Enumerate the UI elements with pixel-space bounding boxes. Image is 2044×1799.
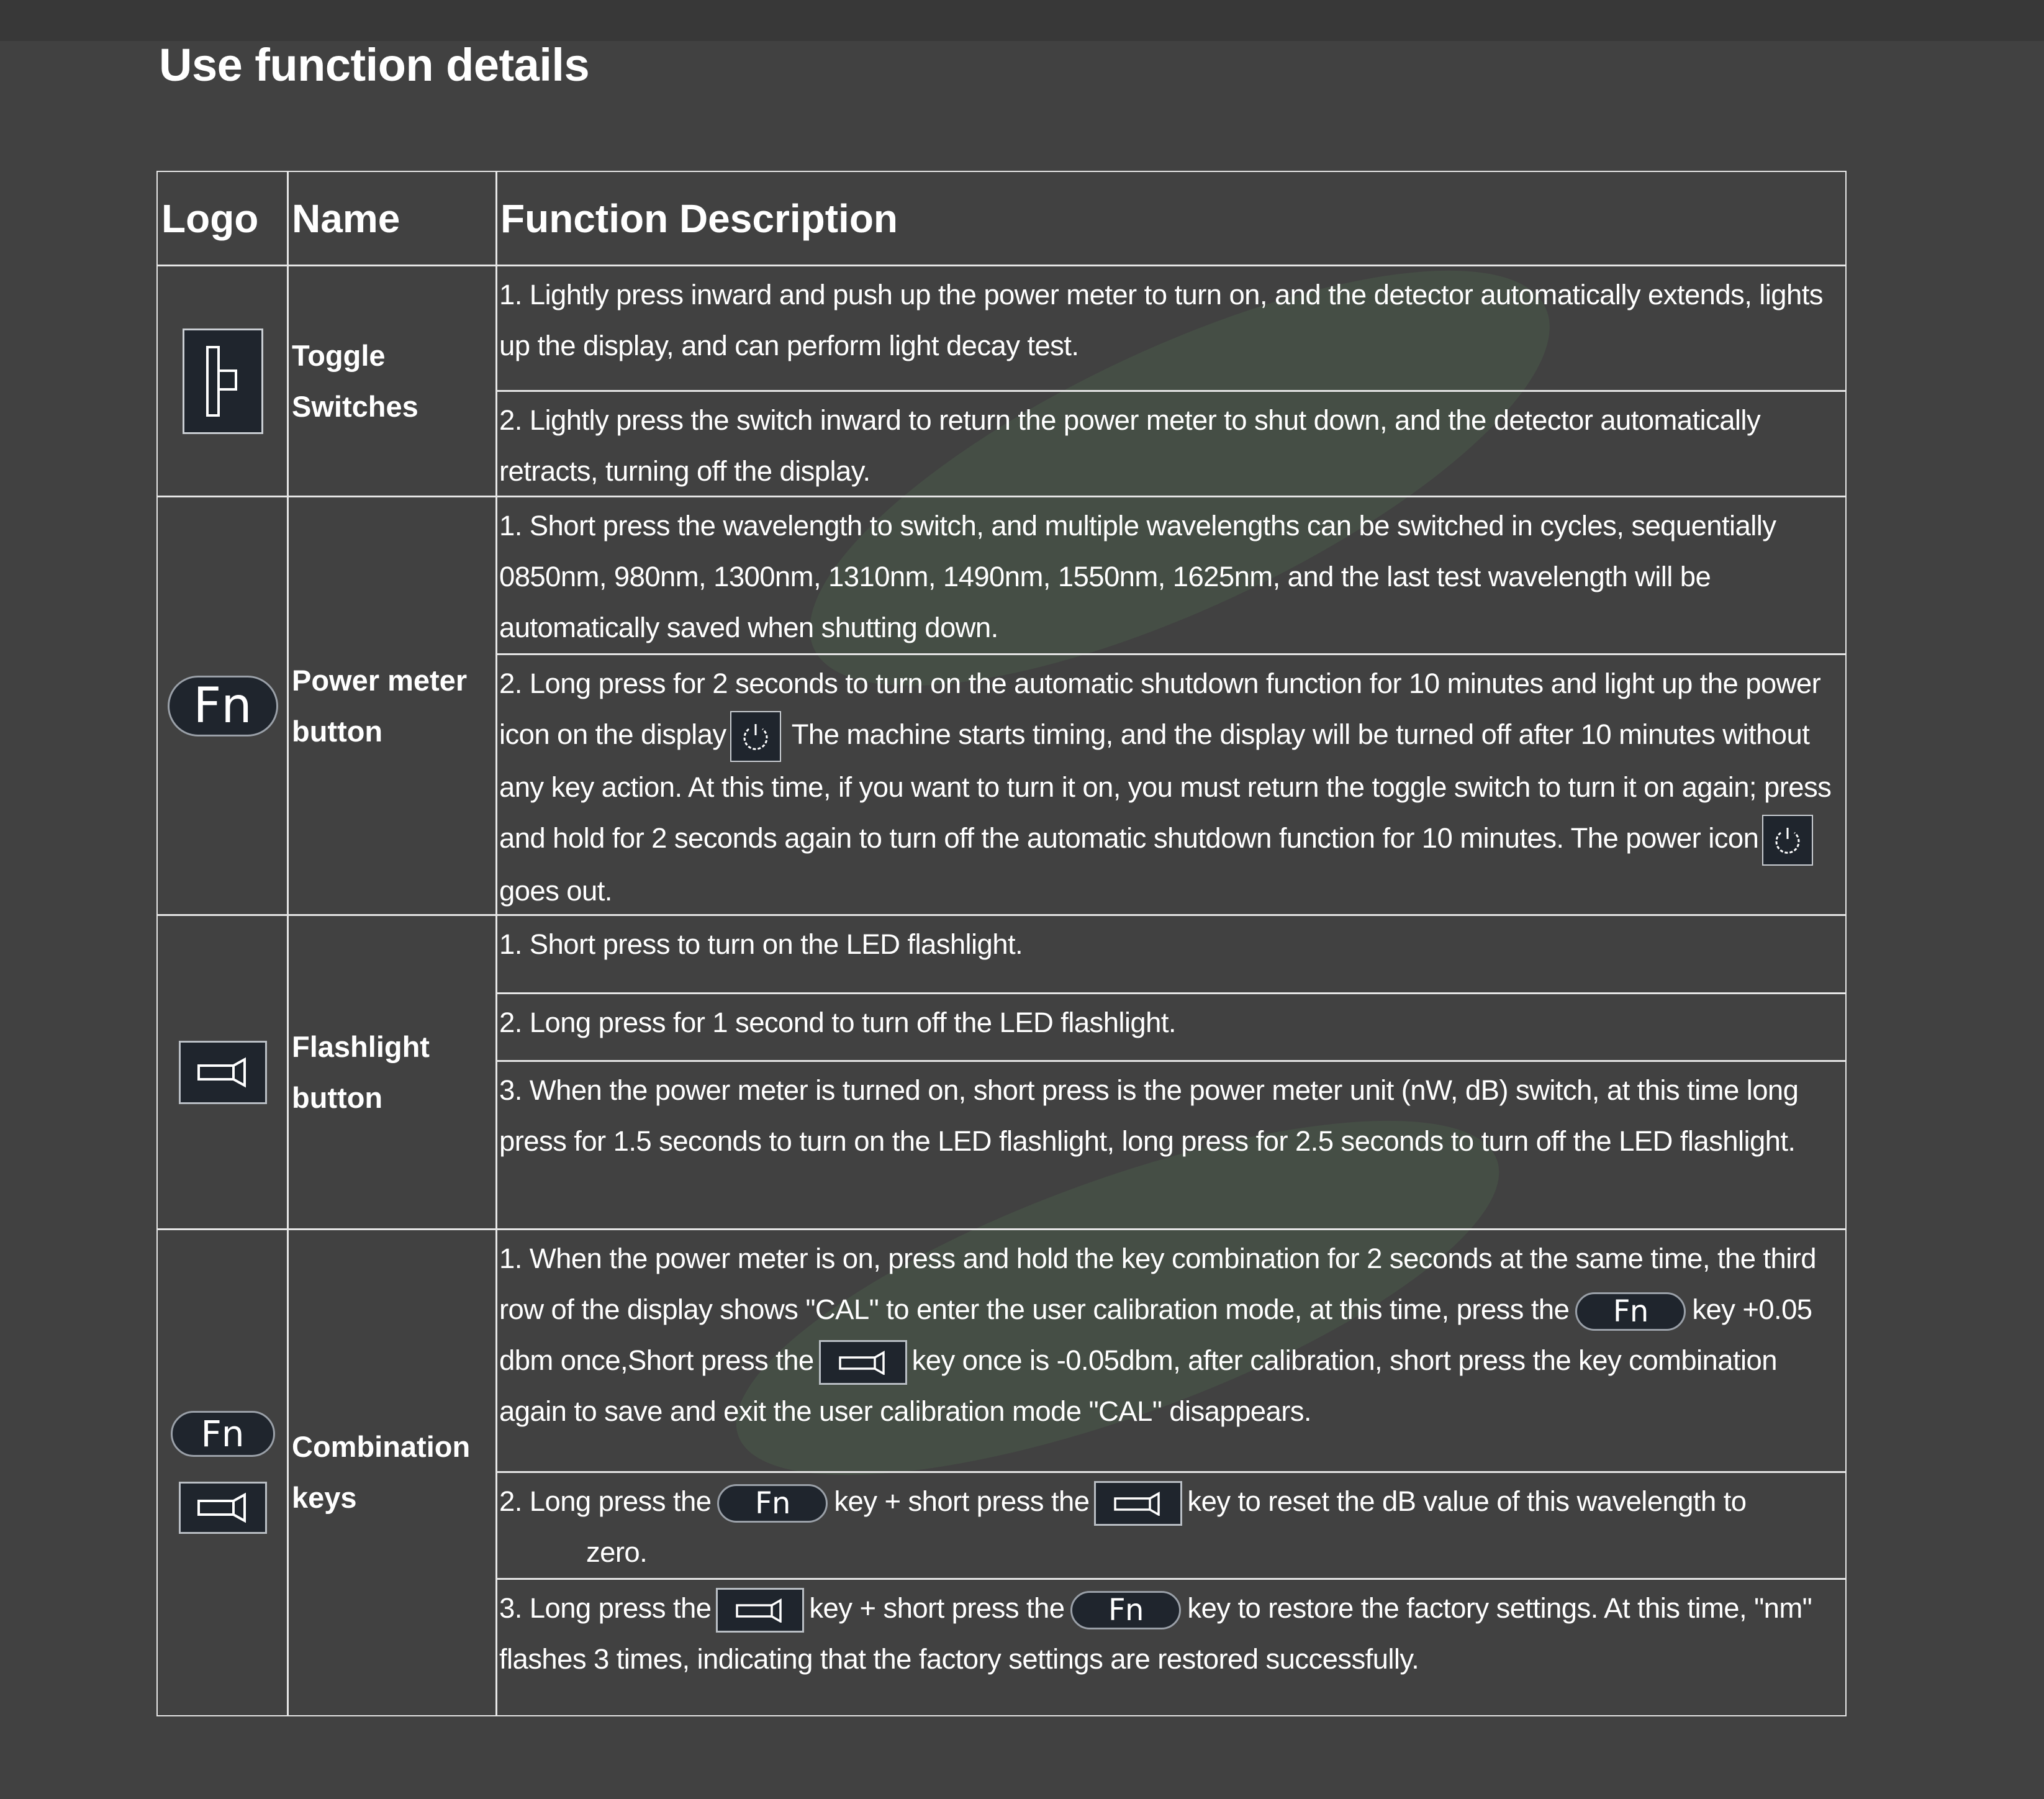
fn-key-icon: Fn xyxy=(171,1411,275,1457)
flashlight-icon xyxy=(179,1482,267,1534)
fn-key-icon: Fn xyxy=(168,676,278,736)
text: key to restore the factory settings. At this time, "nm" flashes 3 times, indicating that the factory settings are restored successfully. xyxy=(499,1592,1812,1675)
flashlight-icon xyxy=(179,1041,267,1104)
fn-key-icon: Fn xyxy=(717,1484,828,1523)
fn-key-icon: Fn xyxy=(1575,1292,1686,1331)
flashlight-icon xyxy=(1094,1481,1182,1526)
text: 1. When the power meter is on, press and hold the key combination for 2 seconds at the same time, the third row of the display shows "CAL" to enter the user calibration mode, at this time, press the xyxy=(499,1243,1816,1325)
power-icon xyxy=(1762,815,1813,866)
text: key once is -0.05dbm, after calibration, short press the key combination again to save and exit the user calibration mode "CAL" disappears. xyxy=(499,1344,1777,1427)
logo-cell-toggle xyxy=(156,265,289,497)
header-logo: Logo xyxy=(156,171,289,266)
description-item: 3. When the power meter is turned on, short press is the power meter unit (nW, dB) switch, at this time long press for 1.5 seconds to turn on the LED flashlight, long press for 2.5 seconds to turn off the LED flashlight. xyxy=(495,1060,1847,1230)
text: key to reset the dB value of this wavelength to xyxy=(1187,1485,1747,1517)
description-item: 2. Lightly press the switch inward to return the power meter to shut down, and the detector automatically retracts, turning off the display. xyxy=(495,390,1847,497)
description-item: 2. Long press for 1 second to turn off the LED flashlight. xyxy=(495,992,1847,1062)
text: The machine starts timing, and the display will be turned off after 10 minutes without any key action. At this time, if you want to turn it on, you must return the toggle switch to turn it on again; press and hold for 2 seconds again to turn off the automatic shutdown function for 10 minutes. The power icon xyxy=(499,718,1832,854)
text: key +0.05 dbm once,Short press the xyxy=(499,1294,1812,1376)
fn-key-icon: Fn xyxy=(1070,1591,1181,1629)
description-item: 1. Lightly press inward and push up the power meter to turn on, and the detector automatically extends, lights up the display, and can perform light decay test. xyxy=(495,265,1847,392)
flashlight-icon xyxy=(819,1340,907,1385)
power-icon xyxy=(730,711,781,762)
top-bar xyxy=(0,0,2044,41)
header-description: Function Description xyxy=(495,171,1847,266)
description-item xyxy=(495,653,1847,916)
text: 2. Long press the xyxy=(499,1485,712,1517)
toggle-switch-icon xyxy=(183,329,263,434)
text: zero. xyxy=(586,1536,648,1568)
name-toggle-switches: Toggle Switches xyxy=(287,265,497,497)
name-flashlight-button: Flashlight button xyxy=(287,914,497,1230)
text: goes out. xyxy=(499,874,612,907)
description-item: 1. Short press to turn on the LED flashlight. xyxy=(495,914,1847,994)
page-title: Use function details xyxy=(159,39,590,91)
text: key + short press the xyxy=(809,1592,1065,1624)
text: key + short press the xyxy=(834,1485,1090,1517)
description-item xyxy=(495,1578,1847,1716)
text: 2. Long press for 2 seconds to turn on the automatic shutdown function for 10 minutes and light up the power icon on the display xyxy=(499,668,1821,750)
description-item: 1. Short press the wavelength to switch, and multiple wavelengths can be switched in cycles, sequentially 0850nm, 980nm, 1300nm, 1310nm, 1490nm, 1550nm, 1625nm, and the last test wavelength will be automatically saved when shutting down. xyxy=(495,496,1847,655)
logo-cell-combination xyxy=(156,1228,289,1716)
logo-cell-power xyxy=(156,496,289,916)
name-combination-keys: Combination keys xyxy=(287,1228,497,1716)
description-item xyxy=(495,1471,1847,1580)
flashlight-icon xyxy=(716,1588,804,1633)
header-name: Name xyxy=(287,171,497,266)
logo-cell-flashlight xyxy=(156,914,289,1230)
name-power-meter-button: Power meter button xyxy=(287,496,497,916)
description-item xyxy=(495,1228,1847,1473)
text: 3. Long press the xyxy=(499,1592,712,1624)
